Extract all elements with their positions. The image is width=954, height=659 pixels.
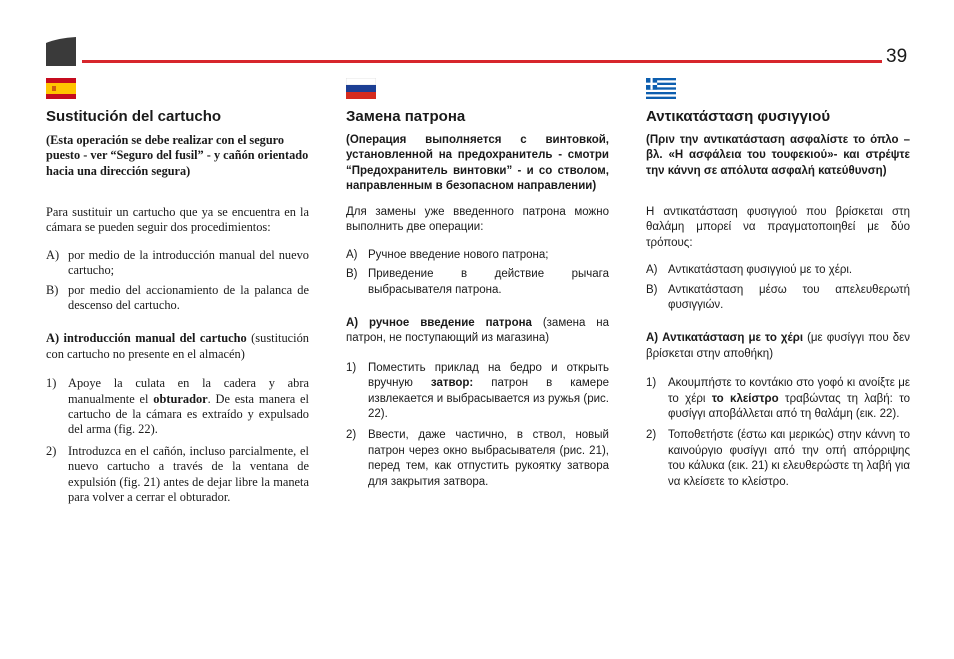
safety-note: (Πριν την αντικατάσταση ασφαλίστε το όπλο –βλ. «Η ασφάλεια του τουφεκιού»- και στρέψτε την κάννη σε απόλυτα ασφαλή κατεύθυνση) [646,134,910,177]
list-item: 2) Introduzca en el cañón, incluso parcialmente, el nuevo cartucho a través de la ventana de expulsión (fig. 21) antes de dejar libre la maneta para volver a cerrar el obturador. [46,443,309,505]
list-item: B) por medio del accionamiento de la palanca de descenso del cartucho. [46,282,309,313]
column-russian [346,78,609,496]
steps-list [46,376,309,505]
steps-list [646,376,910,490]
column-greek [646,78,910,496]
list-item: B) Приведение в действие рычага выбрасывателя патрона. [346,268,609,296]
list-item: 1) Ακουμπήστε το κοντάκιο στο γοφό κι ανοίξτε με το χέρι το κλείστρο τραβώντας τη λαβή: το φυσίγγι αποβάλλεται από τη θαλάμη (εικ. 22). [646,377,910,421]
russia-flag-icon [346,78,376,99]
subsection-heading: A) introducción manual del cartucho (sustitución con cartucho no presente en el almacén) [46,331,309,361]
list-item: A) Ручное введение нового патрона; [346,248,549,261]
list-item: 1) Apoye la culata en la cadera y abra manualmente el obturador. De esta manera el cartucho de la cámara es extraído y expulsado del arma (fig. 22). [46,376,309,437]
greece-flag-icon [646,78,676,99]
options-list [46,248,309,314]
list-item: 2) Ввести, даже частично, в ствол, новый патрон через окно выбрасывателя (рис. 21), перед тем, как отпустить рукоятку затвора для закрытия затвора. [346,429,609,488]
safety-note: (Операция выполняется с винтовкой, установленной на предохранитель - смотри “Предохранитель винтовки” - и со стволом, направленным в безопасном направлении) [346,134,609,193]
options-list [646,263,910,313]
corner-mark-icon [46,37,76,66]
list-item: B) Αντικατάσταση μέσω του απελευθερωτή φυσιγγιών. [646,283,910,312]
list-item: A) Αντικατάσταση φυσιγγιού με το χέρι. [646,264,853,277]
steps-list [346,361,609,490]
subsection-heading: A) Αντικατάσταση με το χέρι (με φυσίγγι που δεν βρίσκεται στην αποθήκη) [646,332,910,360]
intro-text: Для замены уже введенного патрона можно выполнить две операции: [346,206,609,234]
list-item: 2) Τοποθετήστε (έστω και μερικώς) στην κάννη το καινούργιο φυσίγγι από την οπή απόρριψης του κάλυκα (εικ. 21) κι ελευθερώστε τη λαβή για να κλείσετε το κλείστρο. [646,429,910,488]
header-rule [82,60,882,63]
column-spanish [46,78,309,512]
intro-text: Para sustituir un cartucho que ya se encuentra en la cámara se pueden seguir dos procedimientos: [46,205,309,235]
section-title: Αντικατάσταση φυσιγγιού [646,108,831,125]
list-item: A) por medio de la introducción manual del nuevo cartucho; [46,247,309,278]
intro-text: Η αντικατάσταση φυσιγγιού που βρίσκεται στη θαλάμη μπορεί να πραγματοποιηθεί με δύο τρόπους: [646,206,910,249]
section-title: Sustitución del cartucho [46,108,222,125]
safety-note: (Esta operación se debe realizar con el seguro puesto - ver “Seguro del fusil” - y cañón orientado hacia una dirección segura) [46,133,309,178]
subsection-heading: A) ручное введение патрона (замена на патрон, не поступающий из магазина) [346,317,610,345]
page-number: 39 [886,46,908,67]
list-item: 1) Поместить приклад на бедро и открыть вручную затвор: патрон в камере извлекается и выбрасывается из ружья (рис. 22). [346,361,609,421]
section-title: Замена патрона [346,108,466,125]
options-list [346,248,609,298]
spain-flag-icon [46,78,76,99]
